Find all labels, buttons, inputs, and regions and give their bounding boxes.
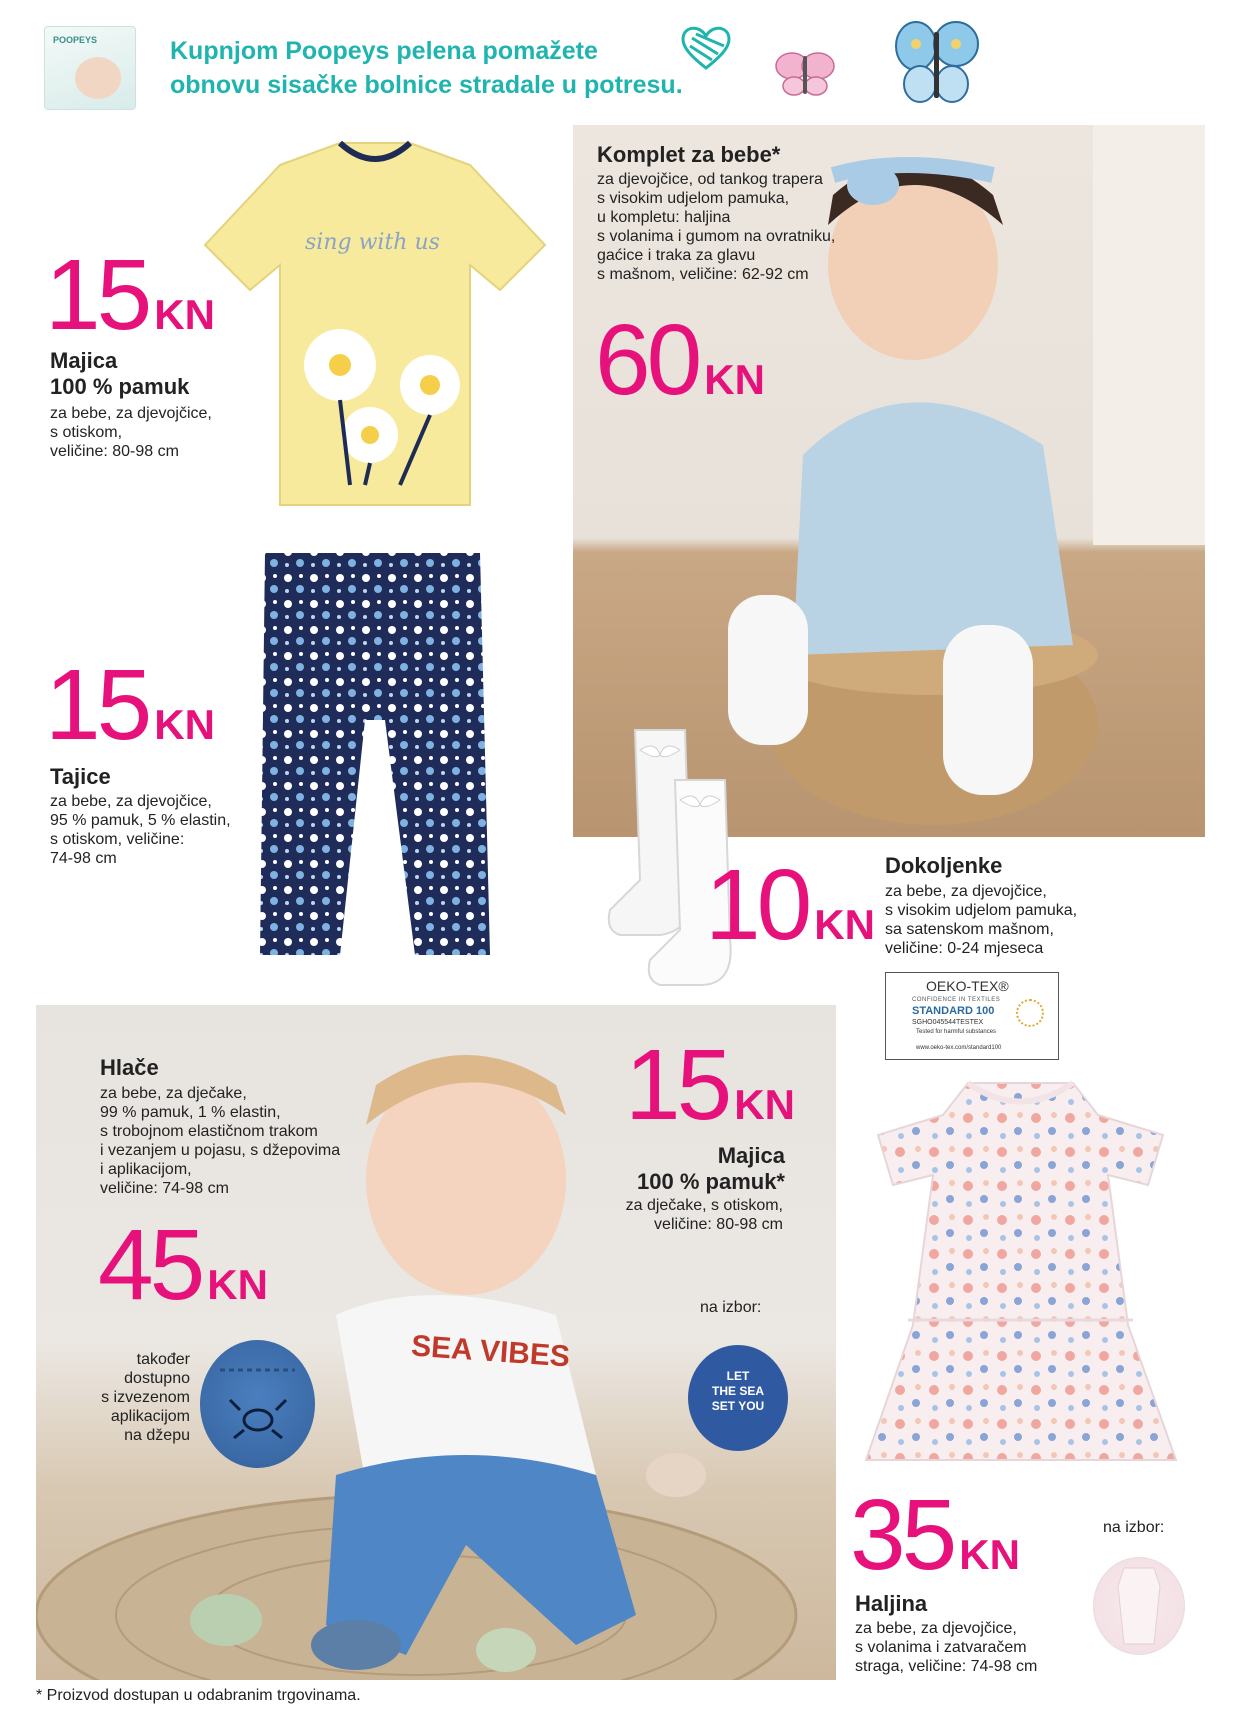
price-majica-boy: 15 KN [625,1029,795,1141]
pack-baby-face [75,57,121,99]
title-majica-girl: Majica 100 % pamuk [50,348,190,399]
banner-text [170,34,730,102]
desc-tajice: za bebe, za djevojčice, 95 % pamuk, 5 % elastin, s otiskom, veličine: 74-98 cm [50,793,231,867]
price-dokoljenke: 10 KN [705,849,875,961]
swatch-text: LET THE SEA SET YOU [711,1369,765,1413]
dress-photo [858,1075,1183,1470]
shirt-sea-vibes-text: SEA VIBES [410,1329,571,1374]
blue-butterfly-icon [894,18,980,110]
price-majica-girl [45,239,215,351]
swatch-dress-pattern [1093,1557,1185,1655]
price-komplet: 60 KN [595,304,765,416]
title-haljina: Haljina [855,1591,928,1616]
title-hlace: Hlače [100,1055,159,1080]
price-hlace: 45 KN [98,1209,268,1321]
desc-hlace: za bebe, za dječake, 99 % pamuk, 1 % elastin, s trobojnom elastičnom trakom i vezanjem u pojasu, s džepovima i aplikacijom, veličine: 74-98 cm [100,1085,341,1197]
pack-label: POOPEYS [53,35,98,45]
desc-komplet: za djevojčice, od tankog trapera s visokim udjelom pamuka, u kompletu: haljina s volanima i gumom na ovratniku, gaćice i traka za glavu s mašnom, veličine: 62-92 cm [597,171,836,283]
oeko-tex-label: OEKO-TEX® CONFIDENCE IN TEXTILES STANDARD 100 SGHO045544TESTEX Tested for harmful substances www.oeko-tex.com/standard100 [885,972,1059,1060]
price-currency: KN [154,291,215,338]
desc-dokoljenke: za bebe, za djevojčice, s visokim udjelom pamuka, sa satenskom mašnom, veličine: 0-24 mjeseca [885,883,1078,957]
also-available-note: također dostupno s izvezenom aplikacijom na džepu [101,1351,190,1444]
price-value: 15 [45,239,149,351]
swatch-sea-shirt [688,1345,788,1451]
heart-icon [678,24,734,72]
price-tajice: 15 KN [45,649,215,761]
title-majica-boy: Majica 100 % pamuk* [637,1143,785,1194]
title-tajice: Tajice [50,764,111,789]
desc-majica-girl: za bebe, za djevojčice, s otiskom, veličine: 80-98 cm [50,405,212,460]
oeko-sun-icon [1016,999,1044,1027]
banner-line-2: obnovu sisačke bolnice stradale u potresu. [170,71,683,99]
pocket-inset-image [200,1340,315,1468]
shirt-print-text: sing with us [305,230,440,255]
leggings-photo [255,545,495,965]
desc-majica-boy: za dječake, s otiskom, veličine: 80-98 cm [625,1197,783,1233]
yellow-shirt-photo [200,135,550,515]
choice-label-boy: na izbor: [700,1299,762,1316]
banner-line-1: Kupnjom Poopeys pelena pomažete [170,37,598,65]
footnote: * Proizvod dostupan u odabranim trgovinama. [36,1687,361,1704]
desc-haljina: za bebe, za djevojčice, s volanima i zatvaračem straga, veličine: 74-98 cm [855,1620,1038,1675]
title-komplet: Komplet za bebe* [597,142,781,167]
diaper-pack-image [44,26,136,110]
pink-butterfly-icon [774,48,836,100]
price-haljina: 35 KN [850,1479,1020,1591]
title-dokoljenke: Dokoljenke [885,853,1003,878]
choice-label-dress: na izbor: [1103,1519,1165,1536]
